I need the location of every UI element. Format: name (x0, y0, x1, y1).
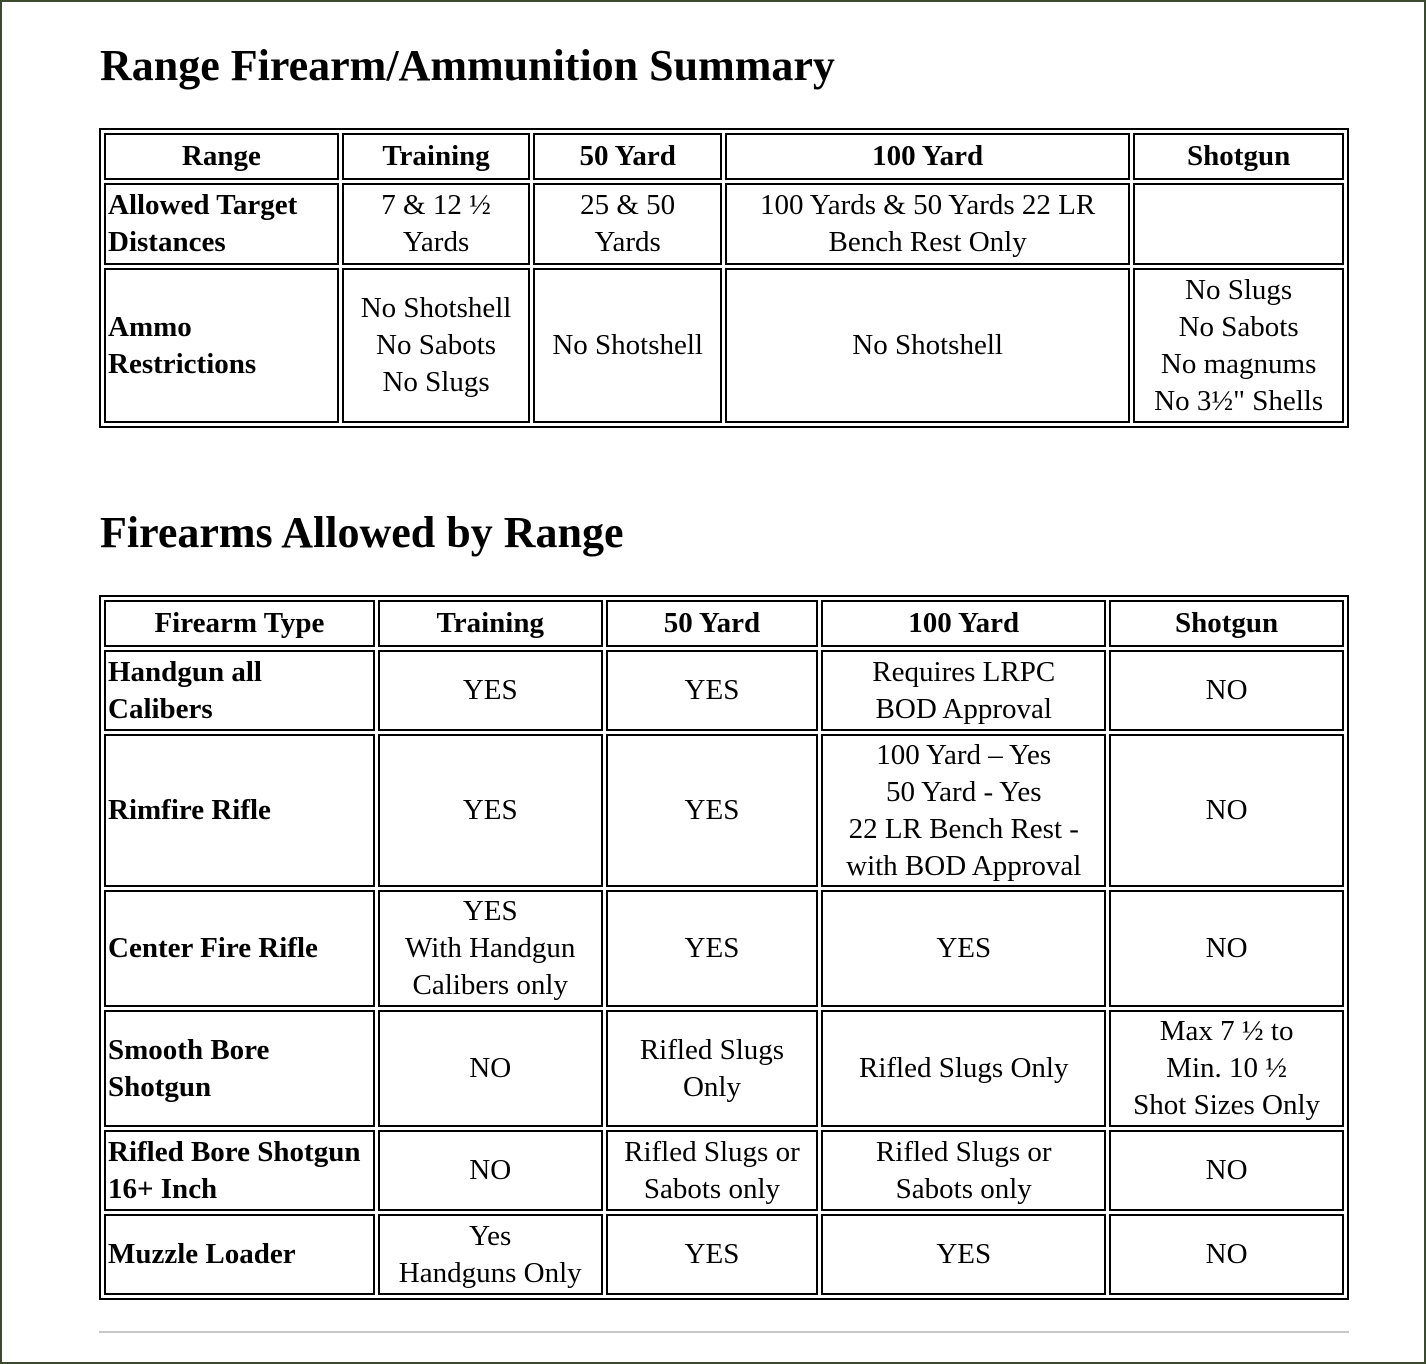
table-cell: YES With Handgun Calibers only (378, 890, 603, 1007)
table-row (104, 650, 1344, 731)
table-row (104, 1130, 1344, 1211)
row-label: Center Fire Rifle (104, 890, 375, 1007)
table-cell: YES (606, 650, 819, 731)
table-cell: 100 Yards & 50 Yards 22 LR Bench Rest Only (725, 183, 1130, 265)
table-row (104, 1010, 1344, 1127)
row-label: Ammo Restrictions (104, 268, 339, 423)
header-50-yard: 50 Yard (533, 133, 722, 180)
table-cell: 7 & 12 ½ Yards (342, 183, 531, 265)
header-100-yard: 100 Yard (725, 133, 1130, 180)
table-cell: Rifled Slugs Only (606, 1010, 819, 1127)
table-row (104, 1214, 1344, 1295)
header-firearm-type: Firearm Type (104, 600, 375, 647)
summary-title: Range Firearm/Ammunition Summary (100, 41, 835, 90)
table-cell: NO (1109, 650, 1344, 731)
table-cell: NO (1109, 734, 1344, 887)
row-label: Smooth Bore Shotgun (104, 1010, 375, 1127)
table-cell: 25 & 50 Yards (533, 183, 722, 265)
table-cell: NO (378, 1010, 603, 1127)
row-label: Muzzle Loader (104, 1214, 375, 1295)
header-shotgun: Shotgun (1133, 133, 1344, 180)
table-cell: NO (1109, 890, 1344, 1007)
table-cell: YES (821, 1214, 1106, 1295)
summary-table (99, 128, 1349, 428)
table-cell: NO (378, 1130, 603, 1211)
firearms-table (99, 595, 1349, 1300)
row-label: Rimfire Rifle (104, 734, 375, 887)
table-cell: Rifled Slugs or Sabots only (821, 1130, 1106, 1211)
firearms-header-row (104, 600, 1344, 647)
table-cell: YES (378, 650, 603, 731)
table-cell: Rifled Slugs or Sabots only (606, 1130, 819, 1211)
table-cell: YES (606, 890, 819, 1007)
summary-header-row (104, 133, 1344, 180)
row-label: Handgun all Calibers (104, 650, 375, 731)
row-label: Allowed Target Distances (104, 183, 339, 265)
table-row (104, 734, 1344, 887)
horizontal-rule (99, 1331, 1349, 1333)
firearms-title: Firearms Allowed by Range (100, 508, 624, 557)
table-cell: No Shotshell (725, 268, 1130, 423)
table-cell: Requires LRPC BOD Approval (821, 650, 1106, 731)
header-100-yard: 100 Yard (821, 600, 1106, 647)
table-cell: YES (606, 1214, 819, 1295)
table-cell: YES (378, 734, 603, 887)
table-cell (1133, 183, 1344, 265)
table-cell: NO (1109, 1130, 1344, 1211)
table-cell: No Shotshell No Sabots No Slugs (342, 268, 531, 423)
table-cell: No Slugs No Sabots No magnums No 3½" Shells (1133, 268, 1344, 423)
header-range: Range (104, 133, 339, 180)
table-cell: Rifled Slugs Only (821, 1010, 1106, 1127)
row-label: Rifled Bore Shotgun 16+ Inch (104, 1130, 375, 1211)
table-row (104, 890, 1344, 1007)
header-training: Training (342, 133, 531, 180)
table-row (104, 268, 1344, 423)
table-cell: 100 Yard – Yes 50 Yard - Yes 22 LR Bench Rest - with BOD Approval (821, 734, 1106, 887)
table-cell: Max 7 ½ to Min. 10 ½ Shot Sizes Only (1109, 1010, 1344, 1127)
header-shotgun: Shotgun (1109, 600, 1344, 647)
table-cell: YES (606, 734, 819, 887)
header-training: Training (378, 600, 603, 647)
header-50-yard: 50 Yard (606, 600, 819, 647)
table-cell: YES (821, 890, 1106, 1007)
table-cell: NO (1109, 1214, 1344, 1295)
table-cell: No Shotshell (533, 268, 722, 423)
table-cell: Yes Handguns Only (378, 1214, 603, 1295)
table-row (104, 183, 1344, 265)
